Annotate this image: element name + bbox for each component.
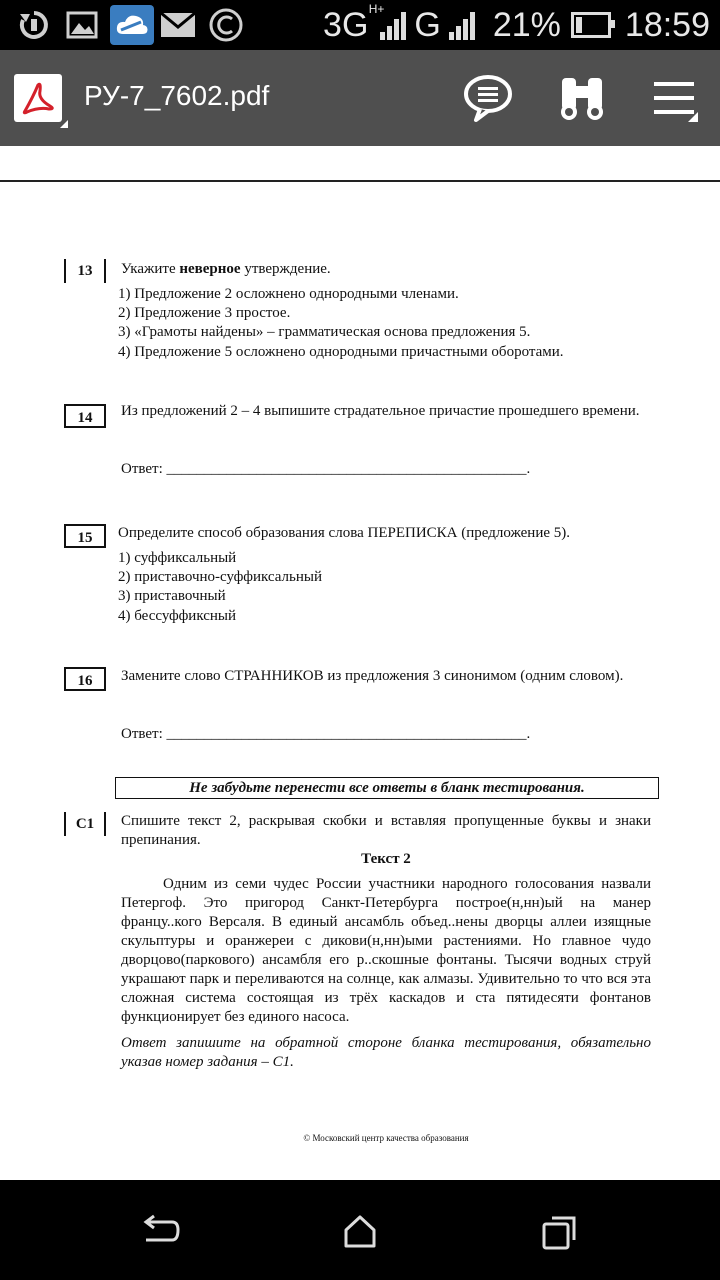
option: 1) суффиксальный: [118, 550, 237, 566]
page-top-rule: [0, 180, 720, 182]
search-binoculars-icon[interactable]: [556, 72, 608, 124]
signal-icon-2: [447, 8, 481, 42]
question-prompt: Укажите неверное утверждение.: [121, 261, 331, 277]
image-icon: [64, 8, 100, 42]
answer-line: Ответ: ________________________________________________.: [121, 461, 531, 477]
pdf-logo-icon[interactable]: [14, 74, 62, 122]
question-prompt: Из предложений 2 – 4 выпишите страдательное причастие прошедшего времени.: [121, 403, 640, 419]
question-prompt: Спишите текст 2, раскрывая скобки и вставляя пропущенные буквы и знаки препинания.: [121, 813, 651, 848]
status-bar: [0, 0, 720, 50]
battery-icon: [571, 12, 611, 38]
network-badge: H+: [368, 1, 385, 16]
text-paragraph: Одним из семи чудес России участники народного голосования назвали Петергоф. Это пригород Санкт-Петербурга построе(н,нн)ый на манер францу..кого Версаля. В единый ансамбль объед..нены дворцы аллеи изящные скульптуры и оранжереи с дикови(н,нн)ыми растениями. Но главное чудо дворцово(паркового) ансамбля его р..скошные фонтаны. Тысячи водных струй украшают парк и переливаются на солнце, как алмазы. Удивительно то что вся эта сложная система состоящая из трёх каскадов и ста пятидесяти фонтанов функционирует без единого насоса.: [121, 876, 651, 1025]
clock: 18:59: [624, 5, 710, 44]
question-prompt: Замените слово СТРАННИКОВ из предложения 3 синонимом (одним словом).: [121, 668, 624, 684]
option: 2) приставочно-суффиксальный: [118, 569, 322, 586]
question-number: 15: [64, 524, 106, 548]
answer-instruction: Ответ запишите на обратной стороне бланка тестирования, обязательно указав номер задания – С1.: [121, 1035, 651, 1070]
answer-options: [118, 549, 658, 626]
status-right: [323, 1, 710, 46]
back-icon[interactable]: [138, 1210, 182, 1254]
option: 4) бессуффиксный: [118, 607, 237, 624]
answer-line: Ответ: ________________________________________________.: [121, 726, 531, 742]
signal-icon: [374, 8, 408, 42]
recents-icon[interactable]: [538, 1210, 582, 1254]
comment-icon[interactable]: [462, 72, 514, 124]
option: 3) «Грамоты найдены» – грамматическая основа предложения 5.: [118, 324, 531, 341]
cloud-app-icon: [110, 5, 154, 45]
option: 1) Предложение 2 осложнено однородными членами.: [118, 286, 459, 302]
network-g: G: [414, 5, 441, 44]
option: 2) Предложение 3 простое.: [118, 305, 291, 322]
question-number: 16: [64, 667, 106, 691]
network-type: 3G H+: [323, 1, 385, 44]
question-number: 14: [64, 404, 106, 428]
home-icon[interactable]: [338, 1210, 382, 1254]
mail-icon: [160, 8, 196, 42]
pdf-page[interactable]: [0, 146, 720, 1180]
battery-percent: 21%: [492, 5, 561, 44]
text-title: Текст 2: [361, 851, 411, 867]
file-title: РУ-7_7602.pdf: [84, 80, 270, 111]
answer-options: [118, 285, 658, 362]
copyright-icon: [208, 8, 244, 42]
reminder-notice: Не забудьте перенести все ответы в бланк тестирования.: [115, 777, 659, 799]
option: 4) Предложение 5 осложнено однородными причастными оборотами.: [118, 343, 564, 360]
question-number: 13: [64, 259, 106, 283]
navigation-bar: [0, 1180, 720, 1280]
sync-icon: [16, 8, 52, 42]
page-footer: © Московский центр качества образования: [303, 1133, 469, 1143]
question-prompt: Определите способ образования слова ПЕРЕПИСКА (предложение 5).: [118, 525, 571, 541]
option: 3) приставочный: [118, 588, 226, 605]
menu-icon[interactable]: [648, 72, 700, 124]
dropdown-corner-icon: [60, 120, 68, 128]
app-bar: [0, 50, 720, 146]
question-number: С1: [64, 812, 106, 836]
